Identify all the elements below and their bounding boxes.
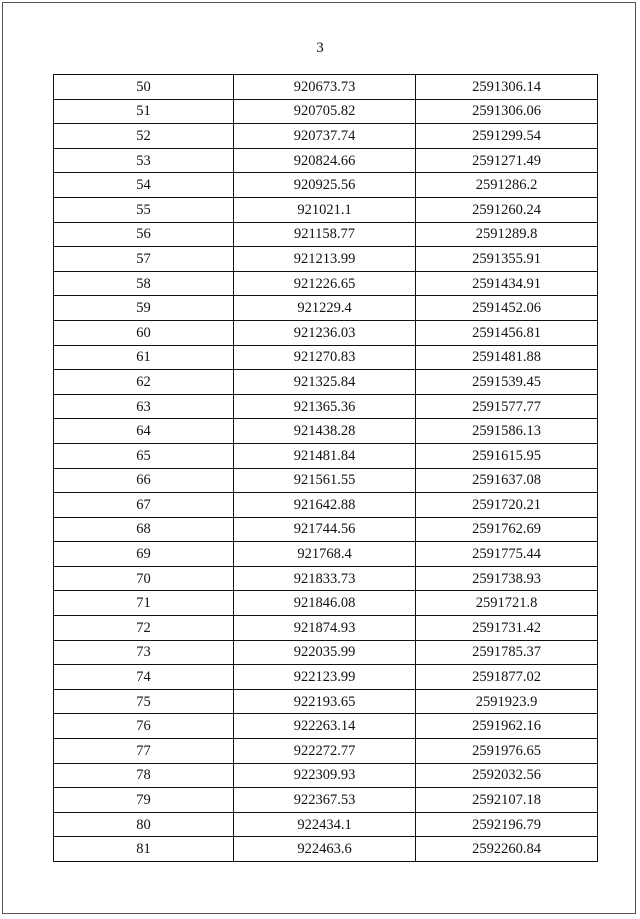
y-coordinate-cell: 2592107.18 [416, 788, 598, 813]
y-coordinate-cell: 2591923.9 [416, 689, 598, 714]
x-coordinate-cell: 920673.73 [234, 75, 416, 100]
table-row [54, 394, 598, 419]
x-coordinate-cell: 921481.84 [234, 443, 416, 468]
point-number-cell: 55 [54, 197, 234, 222]
x-coordinate-cell: 921768.4 [234, 542, 416, 567]
y-coordinate-cell: 2591962.16 [416, 714, 598, 739]
y-coordinate-cell: 2591577.77 [416, 394, 598, 419]
y-coordinate-cell: 2591721.8 [416, 591, 598, 616]
x-coordinate-cell: 922193.65 [234, 689, 416, 714]
point-number-cell: 64 [54, 419, 234, 444]
point-number-cell: 67 [54, 493, 234, 518]
point-number-cell: 77 [54, 739, 234, 764]
point-number-cell: 68 [54, 517, 234, 542]
table-row [54, 320, 598, 345]
table-row [54, 468, 598, 493]
point-number-cell: 61 [54, 345, 234, 370]
y-coordinate-cell: 2591306.14 [416, 75, 598, 100]
y-coordinate-cell: 2591762.69 [416, 517, 598, 542]
point-number-cell: 51 [54, 99, 234, 124]
point-number-cell: 75 [54, 689, 234, 714]
table-row [54, 222, 598, 247]
y-coordinate-cell: 2591355.91 [416, 247, 598, 272]
point-number-cell: 73 [54, 640, 234, 665]
table-row [54, 788, 598, 813]
x-coordinate-cell: 922272.77 [234, 739, 416, 764]
point-number-cell: 50 [54, 75, 234, 100]
y-coordinate-cell: 2591731.42 [416, 616, 598, 641]
table-row [54, 197, 598, 222]
point-number-cell: 65 [54, 443, 234, 468]
table-row [54, 763, 598, 788]
table-row [54, 296, 598, 321]
table-row [54, 542, 598, 567]
point-number-cell: 52 [54, 124, 234, 149]
x-coordinate-cell: 920824.66 [234, 148, 416, 173]
point-number-cell: 78 [54, 763, 234, 788]
y-coordinate-cell: 2592032.56 [416, 763, 598, 788]
x-coordinate-cell: 921021.1 [234, 197, 416, 222]
table-row [54, 370, 598, 395]
y-coordinate-cell: 2592260.84 [416, 837, 598, 862]
x-coordinate-cell: 922367.53 [234, 788, 416, 813]
x-coordinate-cell: 922263.14 [234, 714, 416, 739]
point-number-cell: 53 [54, 148, 234, 173]
y-coordinate-cell: 2591785.37 [416, 640, 598, 665]
table-row [54, 739, 598, 764]
table-row [54, 517, 598, 542]
y-coordinate-cell: 2591738.93 [416, 566, 598, 591]
x-coordinate-cell: 921874.93 [234, 616, 416, 641]
x-coordinate-cell: 921325.84 [234, 370, 416, 395]
x-coordinate-cell: 922463.6 [234, 837, 416, 862]
table-row [54, 75, 598, 100]
x-coordinate-cell: 921833.73 [234, 566, 416, 591]
y-coordinate-cell: 2591456.81 [416, 320, 598, 345]
x-coordinate-cell: 921744.56 [234, 517, 416, 542]
x-coordinate-cell: 921438.28 [234, 419, 416, 444]
point-number-cell: 76 [54, 714, 234, 739]
y-coordinate-cell: 2591539.45 [416, 370, 598, 395]
x-coordinate-cell: 921236.03 [234, 320, 416, 345]
page-number: 3 [316, 40, 324, 56]
table-row [54, 837, 598, 862]
point-number-cell: 81 [54, 837, 234, 862]
table-row [54, 591, 598, 616]
x-coordinate-cell: 921561.55 [234, 468, 416, 493]
y-coordinate-cell: 2591289.8 [416, 222, 598, 247]
point-number-cell: 72 [54, 616, 234, 641]
x-coordinate-cell: 921226.65 [234, 271, 416, 296]
table-row [54, 99, 598, 124]
y-coordinate-cell: 2591260.24 [416, 197, 598, 222]
y-coordinate-cell: 2591877.02 [416, 665, 598, 690]
point-number-cell: 58 [54, 271, 234, 296]
x-coordinate-cell: 921846.08 [234, 591, 416, 616]
point-number-cell: 63 [54, 394, 234, 419]
x-coordinate-cell: 922434.1 [234, 812, 416, 837]
table-row [54, 616, 598, 641]
point-number-cell: 69 [54, 542, 234, 567]
point-number-cell: 74 [54, 665, 234, 690]
y-coordinate-cell: 2591299.54 [416, 124, 598, 149]
y-coordinate-cell: 2591637.08 [416, 468, 598, 493]
point-number-cell: 54 [54, 173, 234, 198]
x-coordinate-cell: 920925.56 [234, 173, 416, 198]
x-coordinate-cell: 921229.4 [234, 296, 416, 321]
table-row [54, 665, 598, 690]
point-number-cell: 62 [54, 370, 234, 395]
point-number-cell: 57 [54, 247, 234, 272]
y-coordinate-cell: 2591286.2 [416, 173, 598, 198]
table-row [54, 689, 598, 714]
x-coordinate-cell: 922309.93 [234, 763, 416, 788]
x-coordinate-cell: 921642.88 [234, 493, 416, 518]
table-row [54, 493, 598, 518]
x-coordinate-cell: 922035.99 [234, 640, 416, 665]
table-row [54, 173, 598, 198]
y-coordinate-cell: 2591434.91 [416, 271, 598, 296]
x-coordinate-cell: 920737.74 [234, 124, 416, 149]
y-coordinate-cell: 2591775.44 [416, 542, 598, 567]
x-coordinate-cell: 921158.77 [234, 222, 416, 247]
point-number-cell: 56 [54, 222, 234, 247]
y-coordinate-cell: 2591306.06 [416, 99, 598, 124]
y-coordinate-cell: 2591481.88 [416, 345, 598, 370]
table-row [54, 148, 598, 173]
point-number-cell: 71 [54, 591, 234, 616]
y-coordinate-cell: 2592196.79 [416, 812, 598, 837]
y-coordinate-cell: 2591452.06 [416, 296, 598, 321]
x-coordinate-cell: 921213.99 [234, 247, 416, 272]
y-coordinate-cell: 2591271.49 [416, 148, 598, 173]
point-number-cell: 59 [54, 296, 234, 321]
y-coordinate-cell: 2591586.13 [416, 419, 598, 444]
table-row [54, 812, 598, 837]
table-row [54, 124, 598, 149]
table-row [54, 566, 598, 591]
table-row [54, 419, 598, 444]
x-coordinate-cell: 920705.82 [234, 99, 416, 124]
y-coordinate-cell: 2591615.95 [416, 443, 598, 468]
x-coordinate-cell: 921270.83 [234, 345, 416, 370]
point-number-cell: 80 [54, 812, 234, 837]
table-row [54, 271, 598, 296]
coordinates-table-body [54, 75, 598, 862]
point-number-cell: 79 [54, 788, 234, 813]
point-number-cell: 60 [54, 320, 234, 345]
point-number-cell: 66 [54, 468, 234, 493]
table-row [54, 443, 598, 468]
y-coordinate-cell: 2591976.65 [416, 739, 598, 764]
coordinates-table [53, 74, 598, 862]
x-coordinate-cell: 921365.36 [234, 394, 416, 419]
table-row [54, 345, 598, 370]
y-coordinate-cell: 2591720.21 [416, 493, 598, 518]
table-row [54, 247, 598, 272]
point-number-cell: 70 [54, 566, 234, 591]
table-row [54, 640, 598, 665]
x-coordinate-cell: 922123.99 [234, 665, 416, 690]
table-row [54, 714, 598, 739]
